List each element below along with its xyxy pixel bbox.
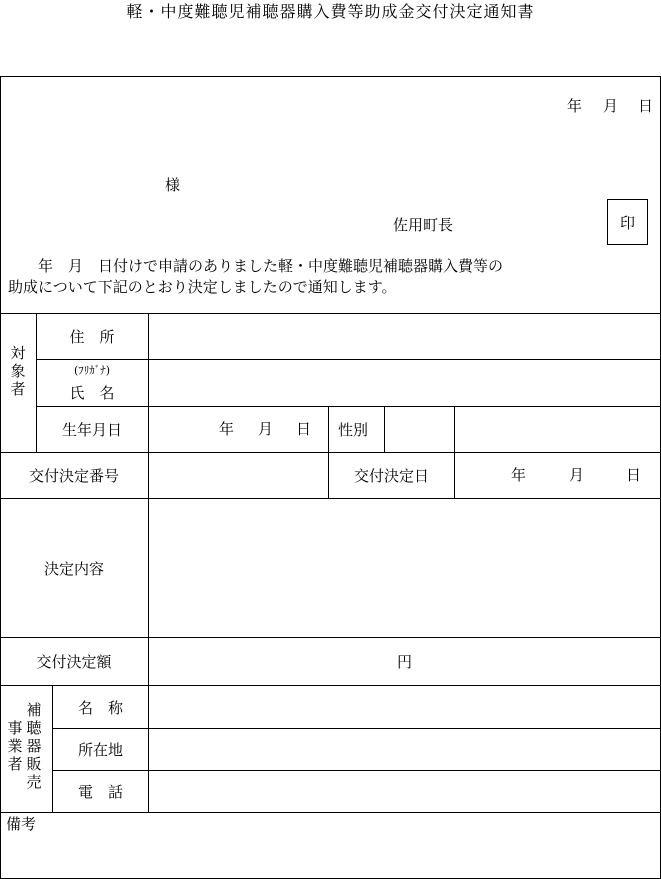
issuer-name: 佐用町長 <box>393 216 454 234</box>
vendor-group-label-col1: 補聴器販売 <box>26 701 42 791</box>
seal-label: 印 <box>619 213 635 232</box>
birth-day: 日 <box>296 420 312 438</box>
remarks-label: 備考 <box>6 815 37 833</box>
amount-field[interactable] <box>149 638 660 685</box>
decision-number-field[interactable] <box>149 453 328 498</box>
seal-box <box>607 199 648 245</box>
amount-label: 交付決定額 <box>36 653 112 671</box>
gender-label: 性別 <box>337 421 368 439</box>
vendor-location-field[interactable] <box>149 729 660 770</box>
vendor-group-label-col2: 事業者 <box>7 719 23 773</box>
birth-year: 年 <box>219 420 235 438</box>
vendor-name-label: 名 称 <box>77 698 123 717</box>
decision-content-field[interactable] <box>149 499 660 637</box>
line-vendor-bottom <box>0 812 661 813</box>
decision-date-day: 日 <box>626 466 642 484</box>
decision-number-label: 交付決定番号 <box>28 467 119 485</box>
address-field[interactable] <box>149 314 660 359</box>
vendor-phone-field[interactable] <box>149 771 660 812</box>
frame-top <box>0 76 661 77</box>
header-date-month: 月 <box>603 97 619 115</box>
decision-date-month: 月 <box>569 466 585 484</box>
decision-date-label: 交付決定日 <box>353 467 429 485</box>
birth-month: 月 <box>258 420 274 438</box>
subject-group-label: 対象者 <box>10 344 26 398</box>
decision-content-label: 決定内容 <box>43 559 104 578</box>
decision-date-year: 年 <box>511 466 527 484</box>
notice-line-1: 年 月 日付けで申請のありました軽・中度難聴児補聴器購入費等の <box>8 257 504 275</box>
vendor-location-label: 所在地 <box>77 741 123 759</box>
notice-paragraph <box>8 256 658 298</box>
notice-line-2: 助成について下記のとおり決定しましたので通知します。 <box>8 278 397 296</box>
name-field[interactable] <box>149 360 660 406</box>
line-gender-value-right <box>454 406 455 498</box>
addressee-suffix: 様 <box>165 176 181 194</box>
header-date-day: 日 <box>638 97 654 115</box>
document-title: 軽・中度難聴児補聴器購入費等助成金交付決定通知書 <box>126 2 535 21</box>
address-label: 住 所 <box>69 328 115 346</box>
birth-label: 生年月日 <box>61 421 122 439</box>
header-date-year: 年 <box>567 97 583 115</box>
remarks-field[interactable] <box>1 836 660 878</box>
vendor-name-field[interactable] <box>149 686 660 728</box>
furigana-label: (ﾌﾘｶﾞﾅ) <box>73 364 111 377</box>
amount-unit: 円 <box>396 653 412 671</box>
vendor-phone-label: 電 話 <box>77 783 123 801</box>
name-label: 氏 名 <box>69 383 115 402</box>
gender-field[interactable] <box>385 407 454 452</box>
